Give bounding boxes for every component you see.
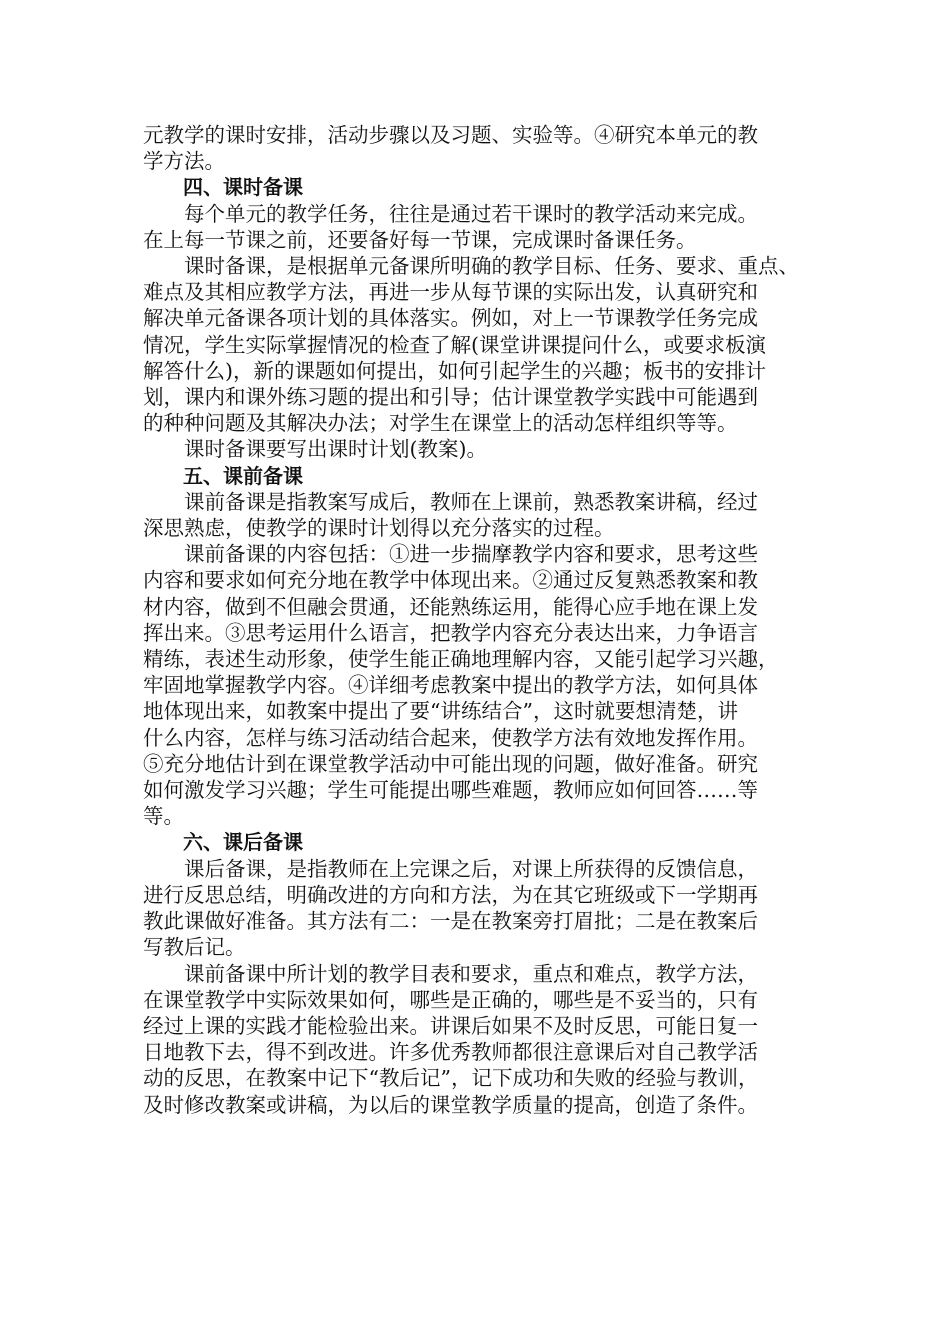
section-heading-5: 五、课前备课 xyxy=(183,463,303,488)
intro-continuation-paragraph: 元教学的课时安排，活动步骤以及习题、实验等。④研究本单元的教 学方法。 xyxy=(143,123,758,174)
section-5-paragraph-1: 课前备课是指教案写成后，教师在上课前，熟悉教案讲稿，经过 深思熟虑，使教学的课时计划得以充分落实的过程。 xyxy=(143,489,758,541)
document-page xyxy=(143,122,823,1118)
section-4-paragraph-1: 每个单元的教学任务，往往是通过若干课时的教学活动来完成。 在上每一节课之前，还要备好每一节课，完成课时备课任务。 xyxy=(143,201,758,252)
section-5-paragraph-2: 课前备课的内容包括：①进一步揣摩教学内容和要求，思考这些 内容和要求如何充分地在教学中体现出来。②通过反复熟悉教案和教 材内容，做到不但融会贯通，还能熟练运用，能得心应手地在课上发 挥出来。③思考运用什么语言，把教学内容充分表达出来，力争语言 精练，表述生动形象，使学生能正确地理解内容，又能引起学习兴趣， 牢固地掌握教学内容。④详细考虑教案中提出的教学方法，如何具体 地体现出来，如教案中提出了要“讲练结合”，这时就要想清楚，讲 什么内容，怎样与练习活动结合起来，使教学方法有效地发挥作用。 ⑤充分地估计到在课堂教学活动中可能出现的问题，做好准备。研究 如何激发学习兴趣；学生可能提出哪些难题，教师应如何回答……等 等。 xyxy=(143,542,779,829)
section-4-paragraph-3: 课时备课要写出课时计划(教案)。 xyxy=(184,437,487,462)
section-4-paragraph-2: 课时备课，是根据单元备课所明确的教学目标、任务、要求、重点、 难点及其相应教学方法，再进一步从每节课的实际出发，认真研究和 解决单元备课各项计划的具体落实。例如，对上一节课教学任务完成 情况，学生实际掌握情况的检查了解(课堂讲课提问什么，或要求板演 解答什么)，新的课题如何提出，如何引起学生的兴趣；板书的安排计 划，课内和课外练习题的提出和引导；估计课堂教学实践中可能遇到 的种种问题及其解决办法；对学生在课堂上的活动怎样组织等等。 xyxy=(143,254,799,436)
section-heading-6: 六、课后备课 xyxy=(183,830,303,855)
section-heading-4: 四、课时备课 xyxy=(183,175,303,200)
section-6-paragraph-2: 课前备课中所计划的教学目表和要求，重点和难点，教学方法， 在课堂教学中实际效果如何，哪些是正确的，哪些是不妥当的，只有 经过上课的实践才能检验出来。讲课后如果不及时反思，可能日复一 日地教下去，得不到改进。许多优秀教师都很注意课后对自己教学活 动的反思，在教案中记下“教后记”，记下成功和失败的经验与教训， 及时修改教案或讲稿，为以后的课堂教学质量的提高，创造了条件。 xyxy=(143,961,759,1117)
section-6-paragraph-1: 课后备课，是指教师在上完课之后，对课上所获得的反馈信息， 进行反思总结，明确改进的方向和方法，为在其它班级或下一学期再 教此课做好准备。其方法有二：一是在教案旁打眉批；二是在教案后 写教后记。 xyxy=(143,856,758,960)
